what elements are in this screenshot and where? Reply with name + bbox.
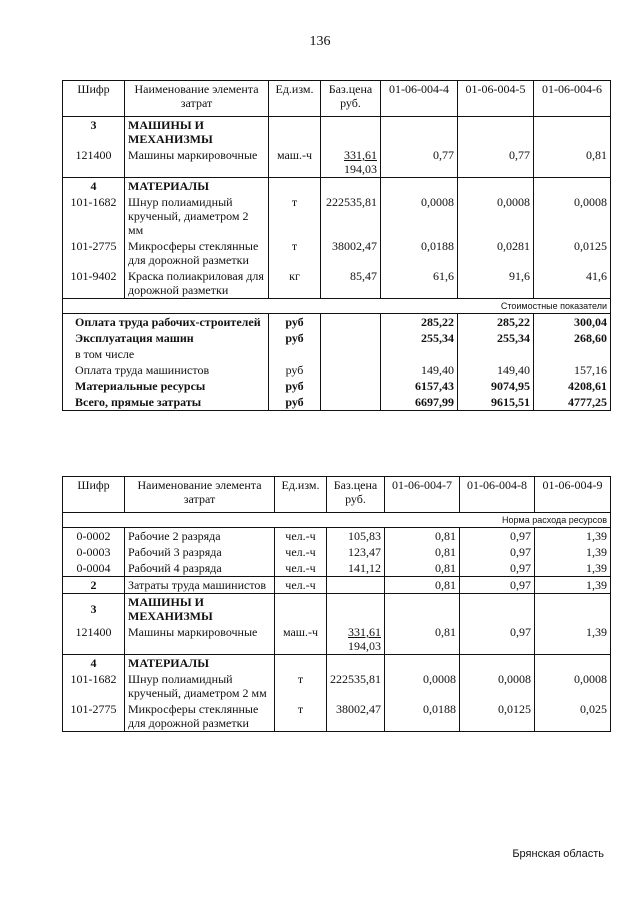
row-price: 222535,81 (327, 671, 385, 701)
section-title: МАТЕРИАЛЫ (125, 655, 275, 672)
cost-indicators-label: Стоимостные показатели (63, 299, 611, 314)
row-value-1: 0,81 (385, 624, 460, 655)
row-code: 0-0004 (63, 560, 125, 577)
cost-value-3: 4777,25 (534, 394, 611, 411)
row-value-1: 61,6 (381, 268, 458, 299)
row-code: 101-2775 (63, 238, 125, 268)
row-value-3: 1,39 (535, 560, 611, 577)
row-value-2: 0,97 (460, 528, 535, 545)
header-col-1: 01-06-004-7 (385, 477, 460, 513)
section-number: 4 (63, 178, 125, 195)
header-code: Шифр (63, 477, 125, 513)
row-value-2: 0,97 (460, 577, 535, 594)
row-unit: чел.-ч (275, 544, 327, 560)
row-name: Шнур полиамидный крученый, диаметром 2 мм (125, 671, 275, 701)
row-unit: т (275, 701, 327, 732)
row-code: 2 (63, 577, 125, 594)
row-price: 123,47 (327, 544, 385, 560)
row-price (327, 624, 385, 655)
footer-region: Брянская область (512, 848, 604, 860)
table-row (63, 560, 611, 577)
row-name: Микросферы стеклянные для дорожной разметки (125, 701, 275, 732)
header-name: Наименование элемента затрат (125, 81, 269, 117)
cost-value-2: 285,22 (458, 314, 534, 331)
row-unit: чел.-ч (275, 528, 327, 545)
header-code: Шифр (63, 81, 125, 117)
header-col-1: 01-06-004-4 (381, 81, 458, 117)
row-code: 101-2775 (63, 701, 125, 732)
row-price: 141,12 (327, 560, 385, 577)
cost-name: Оплата труда машинистов (63, 362, 269, 378)
row-name: Краска полиакриловая для дорожной разметки (125, 268, 269, 299)
cost-value-1: 149,40 (381, 362, 458, 378)
row-value-2: 0,0008 (458, 194, 534, 238)
section-number: 4 (63, 655, 125, 672)
row-value-1: 0,77 (381, 147, 458, 178)
row-value-3: 0,025 (535, 701, 611, 732)
row-price: 85,47 (321, 268, 381, 299)
row-value-3: 1,39 (535, 528, 611, 545)
cost-name: Эксплуатация машин (63, 330, 269, 346)
header-name: Наименование элемента затрат (125, 477, 275, 513)
row-code: 121400 (63, 624, 125, 655)
page-number: 136 (309, 34, 331, 49)
section-materials-title (63, 655, 611, 672)
row-price: 105,83 (327, 528, 385, 545)
table-row (63, 194, 611, 238)
header-price: Баз.цена руб. (327, 477, 385, 513)
row-code: 121400 (63, 147, 125, 178)
cost-value-2: 255,34 (458, 330, 534, 346)
row-name: Машины маркировочные (125, 147, 269, 178)
row-value-2: 0,97 (460, 624, 535, 655)
resource-table-2 (62, 476, 611, 732)
cost-value-3: 4208,61 (534, 378, 611, 394)
cost-row (63, 378, 611, 394)
row-unit: кг (269, 268, 321, 299)
row-value-3: 1,39 (535, 624, 611, 655)
cost-unit: руб (269, 378, 321, 394)
cost-name: Всего, прямые затраты (63, 394, 269, 411)
section-title: МАШИНЫ И МЕХАНИЗМЫ (125, 594, 275, 625)
section-materials-title (63, 178, 611, 195)
price-wage: 194,03 (344, 162, 377, 176)
row-value-1: 0,81 (385, 560, 460, 577)
table-row (63, 671, 611, 701)
row-value-3: 0,0008 (534, 194, 611, 238)
row-code: 0-0002 (63, 528, 125, 545)
row-value-1: 0,81 (385, 577, 460, 594)
header-col-2: 01-06-004-8 (460, 477, 535, 513)
row-value-1: 0,0008 (381, 194, 458, 238)
section-machines-title (63, 117, 611, 148)
section-bar (63, 513, 611, 528)
cost-value-1: 6157,43 (381, 378, 458, 394)
cost-value-1: 285,22 (381, 314, 458, 331)
row-name: Рабочий 4 разряда (125, 560, 275, 577)
cost-row (63, 362, 611, 378)
row-unit: т (269, 238, 321, 268)
cost-row (63, 314, 611, 331)
row-value-2: 0,0281 (458, 238, 534, 268)
price-wage: 194,03 (348, 639, 381, 653)
section-bar (63, 299, 611, 314)
row-unit: т (269, 194, 321, 238)
row-price: 38002,47 (321, 238, 381, 268)
header-unit: Ед.изм. (269, 81, 321, 117)
row-code: 101-1682 (63, 671, 125, 701)
resource-norm-label: Норма расхода ресурсов (63, 513, 611, 528)
cost-value-2: 149,40 (458, 362, 534, 378)
cost-value-1: 255,34 (381, 330, 458, 346)
table-row (63, 701, 611, 732)
row-value-3: 0,0008 (535, 671, 611, 701)
header-col-3: 01-06-004-9 (535, 477, 611, 513)
row-value-1: 0,0008 (385, 671, 460, 701)
table-row (63, 238, 611, 268)
header-col-2: 01-06-004-5 (458, 81, 534, 117)
row-value-3: 0,0125 (534, 238, 611, 268)
row-name: Машины маркировочные (125, 624, 275, 655)
cost-unit: руб (269, 362, 321, 378)
table-header-row (63, 477, 611, 513)
row-value-2: 91,6 (458, 268, 534, 299)
cost-value-3: 268,60 (534, 330, 611, 346)
section-title: МАШИНЫ И МЕХАНИЗМЫ (125, 117, 269, 148)
row-unit: чел.-ч (275, 560, 327, 577)
cost-value-1: 6697,99 (381, 394, 458, 411)
row-code: 101-9402 (63, 268, 125, 299)
table-row (63, 624, 611, 655)
cost-unit: руб (269, 330, 321, 346)
cost-name: в том числе (63, 346, 269, 362)
row-name: Шнур полиамидный крученый, диаметром 2 мм (125, 194, 269, 238)
row-unit: т (275, 671, 327, 701)
row-price (321, 147, 381, 178)
cost-row (63, 330, 611, 346)
resource-table-1 (62, 80, 611, 411)
row-value-3: 1,39 (535, 544, 611, 560)
row-name: Микросферы стеклянные для дорожной разметки (125, 238, 269, 268)
row-name: Рабочий 3 разряда (125, 544, 275, 560)
table-row (63, 268, 611, 299)
row-name: Рабочие 2 разряда (125, 528, 275, 545)
section-machines-title (63, 594, 611, 625)
cost-name: Оплата труда рабочих-строителей (63, 314, 269, 331)
cost-value-3: 157,16 (534, 362, 611, 378)
row-name: Затраты труда машинистов (125, 577, 275, 594)
cost-value-3: 300,04 (534, 314, 611, 331)
table-row (63, 544, 611, 560)
cost-value-2: 9615,51 (458, 394, 534, 411)
row-value-1: 0,0188 (381, 238, 458, 268)
row-value-2: 0,97 (460, 560, 535, 577)
row-value-2: 0,0125 (460, 701, 535, 732)
price-value: 331,61 (344, 148, 377, 162)
row-price: 222535,81 (321, 194, 381, 238)
row-value-1: 0,81 (385, 528, 460, 545)
cost-name: Материальные ресурсы (63, 378, 269, 394)
cost-value-2: 9074,95 (458, 378, 534, 394)
header-price: Баз.цена руб. (321, 81, 381, 117)
cost-unit: руб (269, 314, 321, 331)
row-value-2: 0,0008 (460, 671, 535, 701)
row-unit: маш.-ч (269, 147, 321, 178)
section-number: 3 (63, 117, 125, 148)
header-unit: Ед.изм. (275, 477, 327, 513)
row-value-2: 0,97 (460, 544, 535, 560)
cost-row (63, 346, 611, 362)
row-value-3: 41,6 (534, 268, 611, 299)
table-row (63, 147, 611, 178)
row-unit: маш.-ч (275, 624, 327, 655)
header-col-3: 01-06-004-6 (534, 81, 611, 117)
row-value-3: 0,81 (534, 147, 611, 178)
row-unit: чел.-ч (275, 577, 327, 594)
cost-unit: руб (269, 394, 321, 411)
row-value-1: 0,81 (385, 544, 460, 560)
row-price: 38002,47 (327, 701, 385, 732)
row-value-2: 0,77 (458, 147, 534, 178)
cost-row (63, 394, 611, 411)
row-value-3: 1,39 (535, 577, 611, 594)
section-title: МАТЕРИАЛЫ (125, 178, 269, 195)
row-code: 0-0003 (63, 544, 125, 560)
section-number: 3 (63, 594, 125, 625)
table-header-row (63, 81, 611, 117)
row-value-1: 0,0188 (385, 701, 460, 732)
table-row (63, 528, 611, 545)
row-code: 101-1682 (63, 194, 125, 238)
table-row (63, 577, 611, 594)
price-value: 331,61 (348, 625, 381, 639)
